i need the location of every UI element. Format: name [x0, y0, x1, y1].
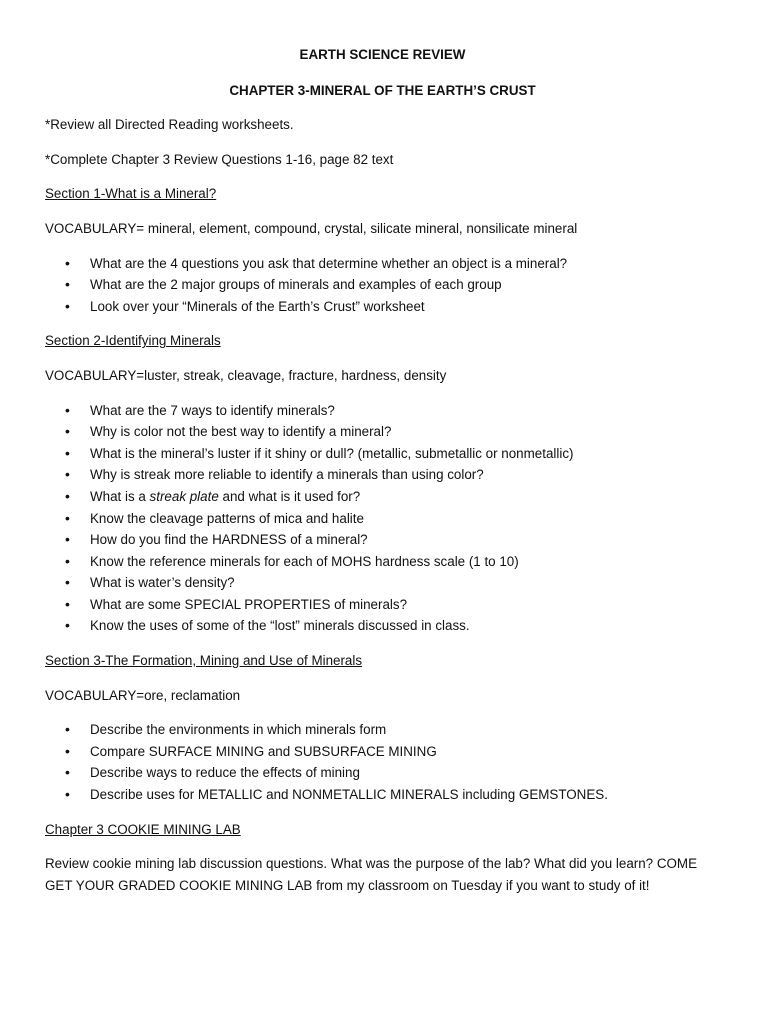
section-1-vocabulary: VOCABULARY= mineral, element, compound, crystal, silicate mineral, nonsilicate mineral — [45, 220, 578, 236]
bullet-icon: • — [65, 764, 70, 781]
list-item-text-post: and what is it used for? — [218, 488, 361, 504]
document-title: EARTH SCIENCE REVIEW — [299, 47, 466, 62]
list-item — [45, 572, 720, 594]
intro-line-1: *Review all Directed Reading worksheets. — [45, 117, 294, 133]
bullet-icon: • — [65, 297, 70, 314]
section-3-heading: Section 3-The Formation, Mining and Use of Minerals — [45, 653, 363, 669]
list-item-text: What are some SPECIAL PROPERTIES of minerals? — [90, 596, 408, 612]
section-2-vocabulary: VOCABULARY=luster, streak, cleavage, fracture, hardness, density — [45, 367, 447, 383]
list-item-text: What are the 7 ways to identify minerals? — [90, 402, 335, 418]
list-item-text: What are the 4 questions you ask that determine whether an object is a mineral? — [90, 255, 568, 271]
list-item — [45, 421, 720, 443]
section-3-list — [45, 719, 720, 805]
list-item-text: Know the reference minerals for each of MOHS hardness scale (1 to 10) — [90, 553, 519, 569]
list-item — [45, 443, 720, 465]
lab-heading: Chapter 3 COOKIE MINING LAB — [45, 821, 241, 837]
section-1-list — [45, 253, 720, 318]
bullet-icon: • — [65, 509, 70, 526]
list-item — [45, 615, 720, 637]
list-item — [45, 784, 720, 806]
bullet-icon: • — [65, 466, 70, 483]
list-item — [45, 508, 720, 530]
list-item — [45, 274, 720, 296]
bullet-icon: • — [65, 552, 70, 569]
list-item — [45, 719, 720, 741]
streak-plate-term: streak plate — [149, 488, 219, 504]
bullet-icon: • — [65, 742, 70, 759]
list-item-text-pre: What is a — [90, 488, 150, 504]
bullet-icon: • — [65, 531, 70, 548]
bullet-icon: • — [65, 423, 70, 440]
list-item — [45, 486, 720, 508]
section-2-list — [45, 400, 720, 638]
list-item-text: Why is streak more reliable to identify a minerals than using color? — [90, 467, 484, 483]
bullet-icon: • — [65, 617, 70, 634]
lab-text — [45, 853, 720, 896]
section-1-heading: Section 1-What is a Mineral? — [45, 186, 217, 202]
list-item — [45, 594, 720, 616]
intro-line-2: *Complete Chapter 3 Review Questions 1-16, page 82 text — [45, 151, 394, 167]
bullet-icon: • — [65, 444, 70, 461]
section-2-heading: Section 2-Identifying Minerals — [45, 333, 221, 349]
bullet-icon: • — [65, 574, 70, 591]
bullet-icon: • — [65, 276, 70, 293]
lab-text-line-1: Review cookie mining lab discussion questions. What was the purpose of the lab? What did you learn? COME — [45, 856, 698, 872]
list-item-text: Why is color not the best way to identify a mineral? — [90, 424, 392, 440]
list-item-text: Compare SURFACE MINING and SUBSURFACE MINING — [90, 743, 437, 759]
list-item-text: How do you find the HARDNESS of a mineral? — [90, 532, 368, 548]
document-subtitle: CHAPTER 3-MINERAL OF THE EARTH’S CRUST — [229, 82, 536, 98]
bullet-icon: • — [65, 254, 70, 271]
bullet-icon: • — [65, 721, 70, 738]
lab-text-line-2: GET YOUR GRADED COOKIE MINING LAB from my classroom on Tuesday if you want to study of it! — [45, 877, 650, 893]
section-3-vocabulary: VOCABULARY=ore, reclamation — [45, 687, 241, 703]
list-item — [45, 551, 720, 573]
list-item — [45, 741, 720, 763]
list-item-text: Know the cleavage patterns of mica and halite — [90, 510, 364, 526]
bullet-icon: • — [65, 487, 70, 504]
list-item-text: Know the uses of some of the “lost” minerals discussed in class. — [90, 618, 470, 634]
list-item — [45, 529, 720, 551]
list-item — [45, 762, 720, 784]
list-item-text: Describe ways to reduce the effects of mining — [90, 765, 360, 781]
list-item-text: What is water’s density? — [90, 575, 235, 591]
list-item — [45, 296, 720, 318]
list-item-text: Look over your “Minerals of the Earth’s Crust” worksheet — [90, 298, 425, 314]
list-item — [45, 400, 720, 422]
list-item-text: Describe the environments in which minerals form — [90, 722, 387, 738]
list-item — [45, 464, 720, 486]
list-item-text: What is the mineral’s luster if it shiny or dull? (metallic, submetallic or nonmetallic) — [90, 445, 574, 461]
list-item-text: Describe uses for METALLIC and NONMETALLIC MINERALS including GEMSTONES. — [90, 787, 608, 803]
list-item — [45, 253, 720, 275]
list-item-text: What are the 2 major groups of minerals and examples of each group — [90, 277, 502, 293]
bullet-icon: • — [65, 786, 70, 803]
bullet-icon: • — [65, 595, 70, 612]
bullet-icon: • — [65, 401, 70, 418]
